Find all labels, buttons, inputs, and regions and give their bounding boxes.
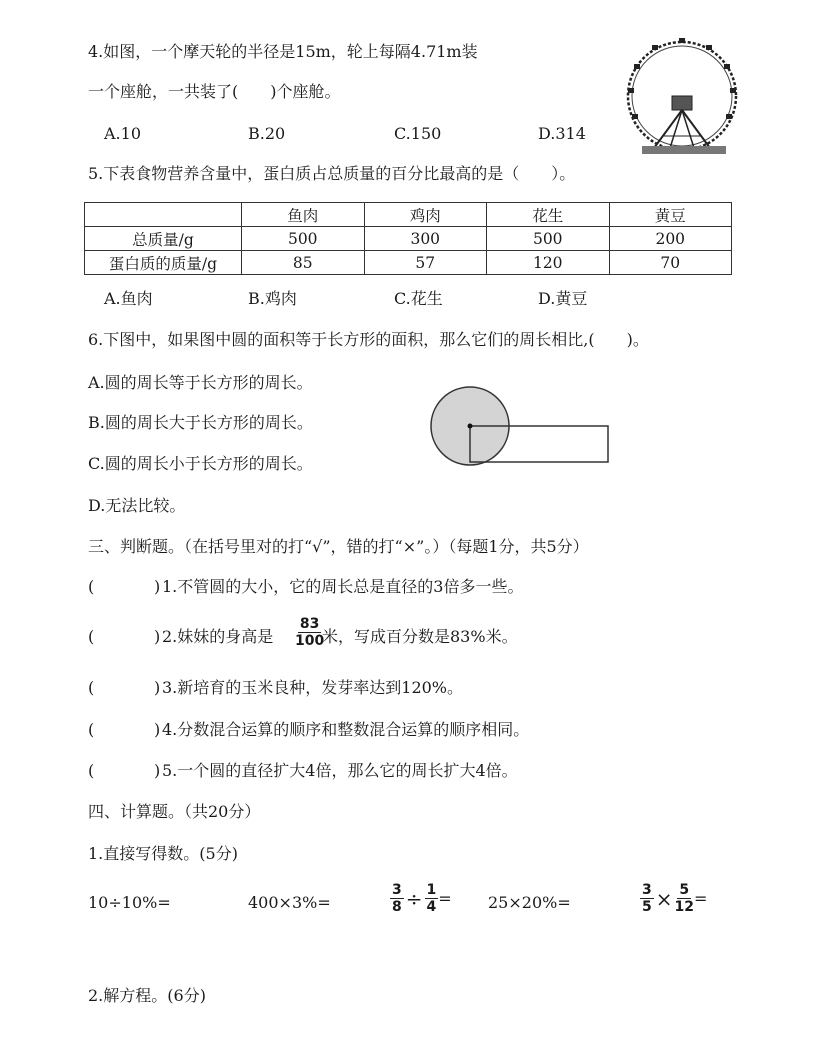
calc-item-1[interactable]: 10÷10%= — [88, 893, 171, 912]
table-header-cell — [85, 203, 242, 227]
fraction-numerator: 83 — [299, 616, 320, 632]
judge-paren-open[interactable]: ( — [88, 678, 95, 697]
table-row — [85, 227, 732, 251]
calc-item-5[interactable] — [640, 882, 707, 915]
q5-option-c[interactable]: C.花生 — [394, 289, 443, 308]
q6-option-d[interactable]: D.无法比较。 — [88, 496, 186, 515]
fraction — [390, 882, 404, 915]
q5-stem: 5.下表食物营养含量中，蛋白质占总质量的百分比最高的是（ ）。 — [88, 164, 576, 183]
nutrition-table — [84, 202, 732, 275]
divide-sign: ÷ — [405, 886, 423, 911]
q4-stem-line1: 4.如图，一个摩天轮的半径是15m，轮上每隔4.71m装 — [88, 42, 478, 61]
table-cell: 57 — [364, 251, 487, 275]
circle-rectangle-diagram — [428, 382, 614, 472]
q4-option-a[interactable]: A.10 — [104, 124, 141, 143]
item2-suffix: 米，写成百分数是83%米。 — [322, 627, 518, 646]
fraction — [425, 882, 439, 915]
q4-option-d[interactable]: D.314 — [538, 124, 586, 143]
fraction-numerator: 3 — [642, 882, 652, 898]
judge-paren-close: ) — [154, 627, 161, 646]
fraction-numerator: 1 — [426, 882, 437, 898]
q6-option-a[interactable]: A.圆的周长等于长方形的周长。 — [88, 373, 313, 392]
q4-option-c[interactable]: C.150 — [394, 124, 442, 143]
fraction-denominator: 12 — [674, 899, 694, 915]
table-cell: 120 — [487, 251, 610, 275]
table-cell: 70 — [609, 251, 732, 275]
table-header-cell: 鸡肉 — [364, 203, 487, 227]
fraction — [675, 882, 694, 915]
judge-item-2 — [162, 627, 273, 647]
fraction-denominator: 8 — [392, 899, 402, 915]
q4-option-b[interactable]: B.20 — [248, 124, 286, 143]
judge-paren-close: ) — [154, 678, 161, 697]
judge-item-4: 4.分数混合运算的顺序和整数混合运算的顺序相同。 — [162, 720, 530, 739]
calc-item-2[interactable]: 400×3%= — [248, 893, 331, 912]
judge-paren-close: ) — [154, 720, 161, 739]
fraction-numerator: 3 — [392, 882, 402, 898]
fraction-denominator: 5 — [642, 899, 652, 915]
judge-paren-open[interactable]: ( — [88, 761, 95, 780]
equals-sign: = — [694, 889, 708, 908]
section4-sub2: 2.解方程。(6分) — [88, 986, 206, 1005]
table-cell: 300 — [364, 227, 487, 251]
judge-paren-open[interactable]: ( — [88, 577, 95, 596]
fraction — [640, 882, 654, 915]
judge-paren-close: ) — [154, 577, 161, 596]
judge-item-5: 5.一个圆的直径扩大4倍，那么它的周长扩大4倍。 — [162, 761, 518, 780]
fraction-numerator: 5 — [679, 882, 690, 898]
fraction-83-100 — [295, 616, 324, 649]
judge-paren-open[interactable]: ( — [88, 720, 95, 739]
table-cell: 蛋白质的质量/g — [85, 251, 242, 275]
section3-title: 三、判断题。（在括号里对的打“√”，错的打“×”。）（每题1分，共5分） — [88, 537, 589, 556]
table-header-cell: 鱼肉 — [242, 203, 365, 227]
section4-sub1: 1.直接写得数。(5分) — [88, 844, 238, 863]
fraction-denominator: 4 — [426, 899, 437, 915]
judge-item-3: 3.新培育的玉米良种，发芽率达到120%。 — [162, 678, 464, 697]
calc-item-4[interactable]: 25×20%= — [488, 893, 571, 912]
table-header-cell: 花生 — [487, 203, 610, 227]
ferris-wheel-image — [612, 28, 752, 160]
equals-sign: = — [438, 889, 452, 908]
table-header-row — [85, 203, 732, 227]
q6-option-c[interactable]: C.圆的周长小于长方形的周长。 — [88, 454, 313, 473]
item2-prefix: 2.妹妹的身高是 — [162, 627, 274, 646]
table-cell: 200 — [609, 227, 732, 251]
q5-option-a[interactable]: A.鱼肉 — [104, 289, 153, 308]
judge-paren-close: ) — [154, 761, 161, 780]
section4-title: 四、计算题。（共20分） — [88, 802, 261, 821]
multiply-sign: × — [655, 886, 673, 911]
fraction-denominator: 100 — [295, 633, 325, 649]
judge-item-1: 1.不管圆的大小，它的周长总是直径的3倍多一些。 — [162, 577, 524, 596]
table-cell: 500 — [487, 227, 610, 251]
q6-option-b[interactable]: B.圆的周长大于长方形的周长。 — [88, 413, 313, 432]
q4-stem-line2: 一个座舱，一共装了( )个座舱。 — [88, 82, 341, 101]
center-point — [468, 424, 473, 429]
table-row — [85, 251, 732, 275]
table-cell: 500 — [242, 227, 365, 251]
table-header-cell: 黄豆 — [609, 203, 732, 227]
judge-paren-open[interactable]: ( — [88, 627, 95, 646]
q5-option-d[interactable]: D.黄豆 — [538, 289, 588, 308]
table-cell: 总质量/g — [85, 227, 242, 251]
table-cell: 85 — [242, 251, 365, 275]
q6-stem: 6.下图中，如果图中圆的面积等于长方形的面积，那么它们的周长相比,( )。 — [88, 330, 649, 349]
q5-option-b[interactable]: B.鸡肉 — [248, 289, 297, 308]
calc-item-3[interactable] — [390, 882, 452, 915]
